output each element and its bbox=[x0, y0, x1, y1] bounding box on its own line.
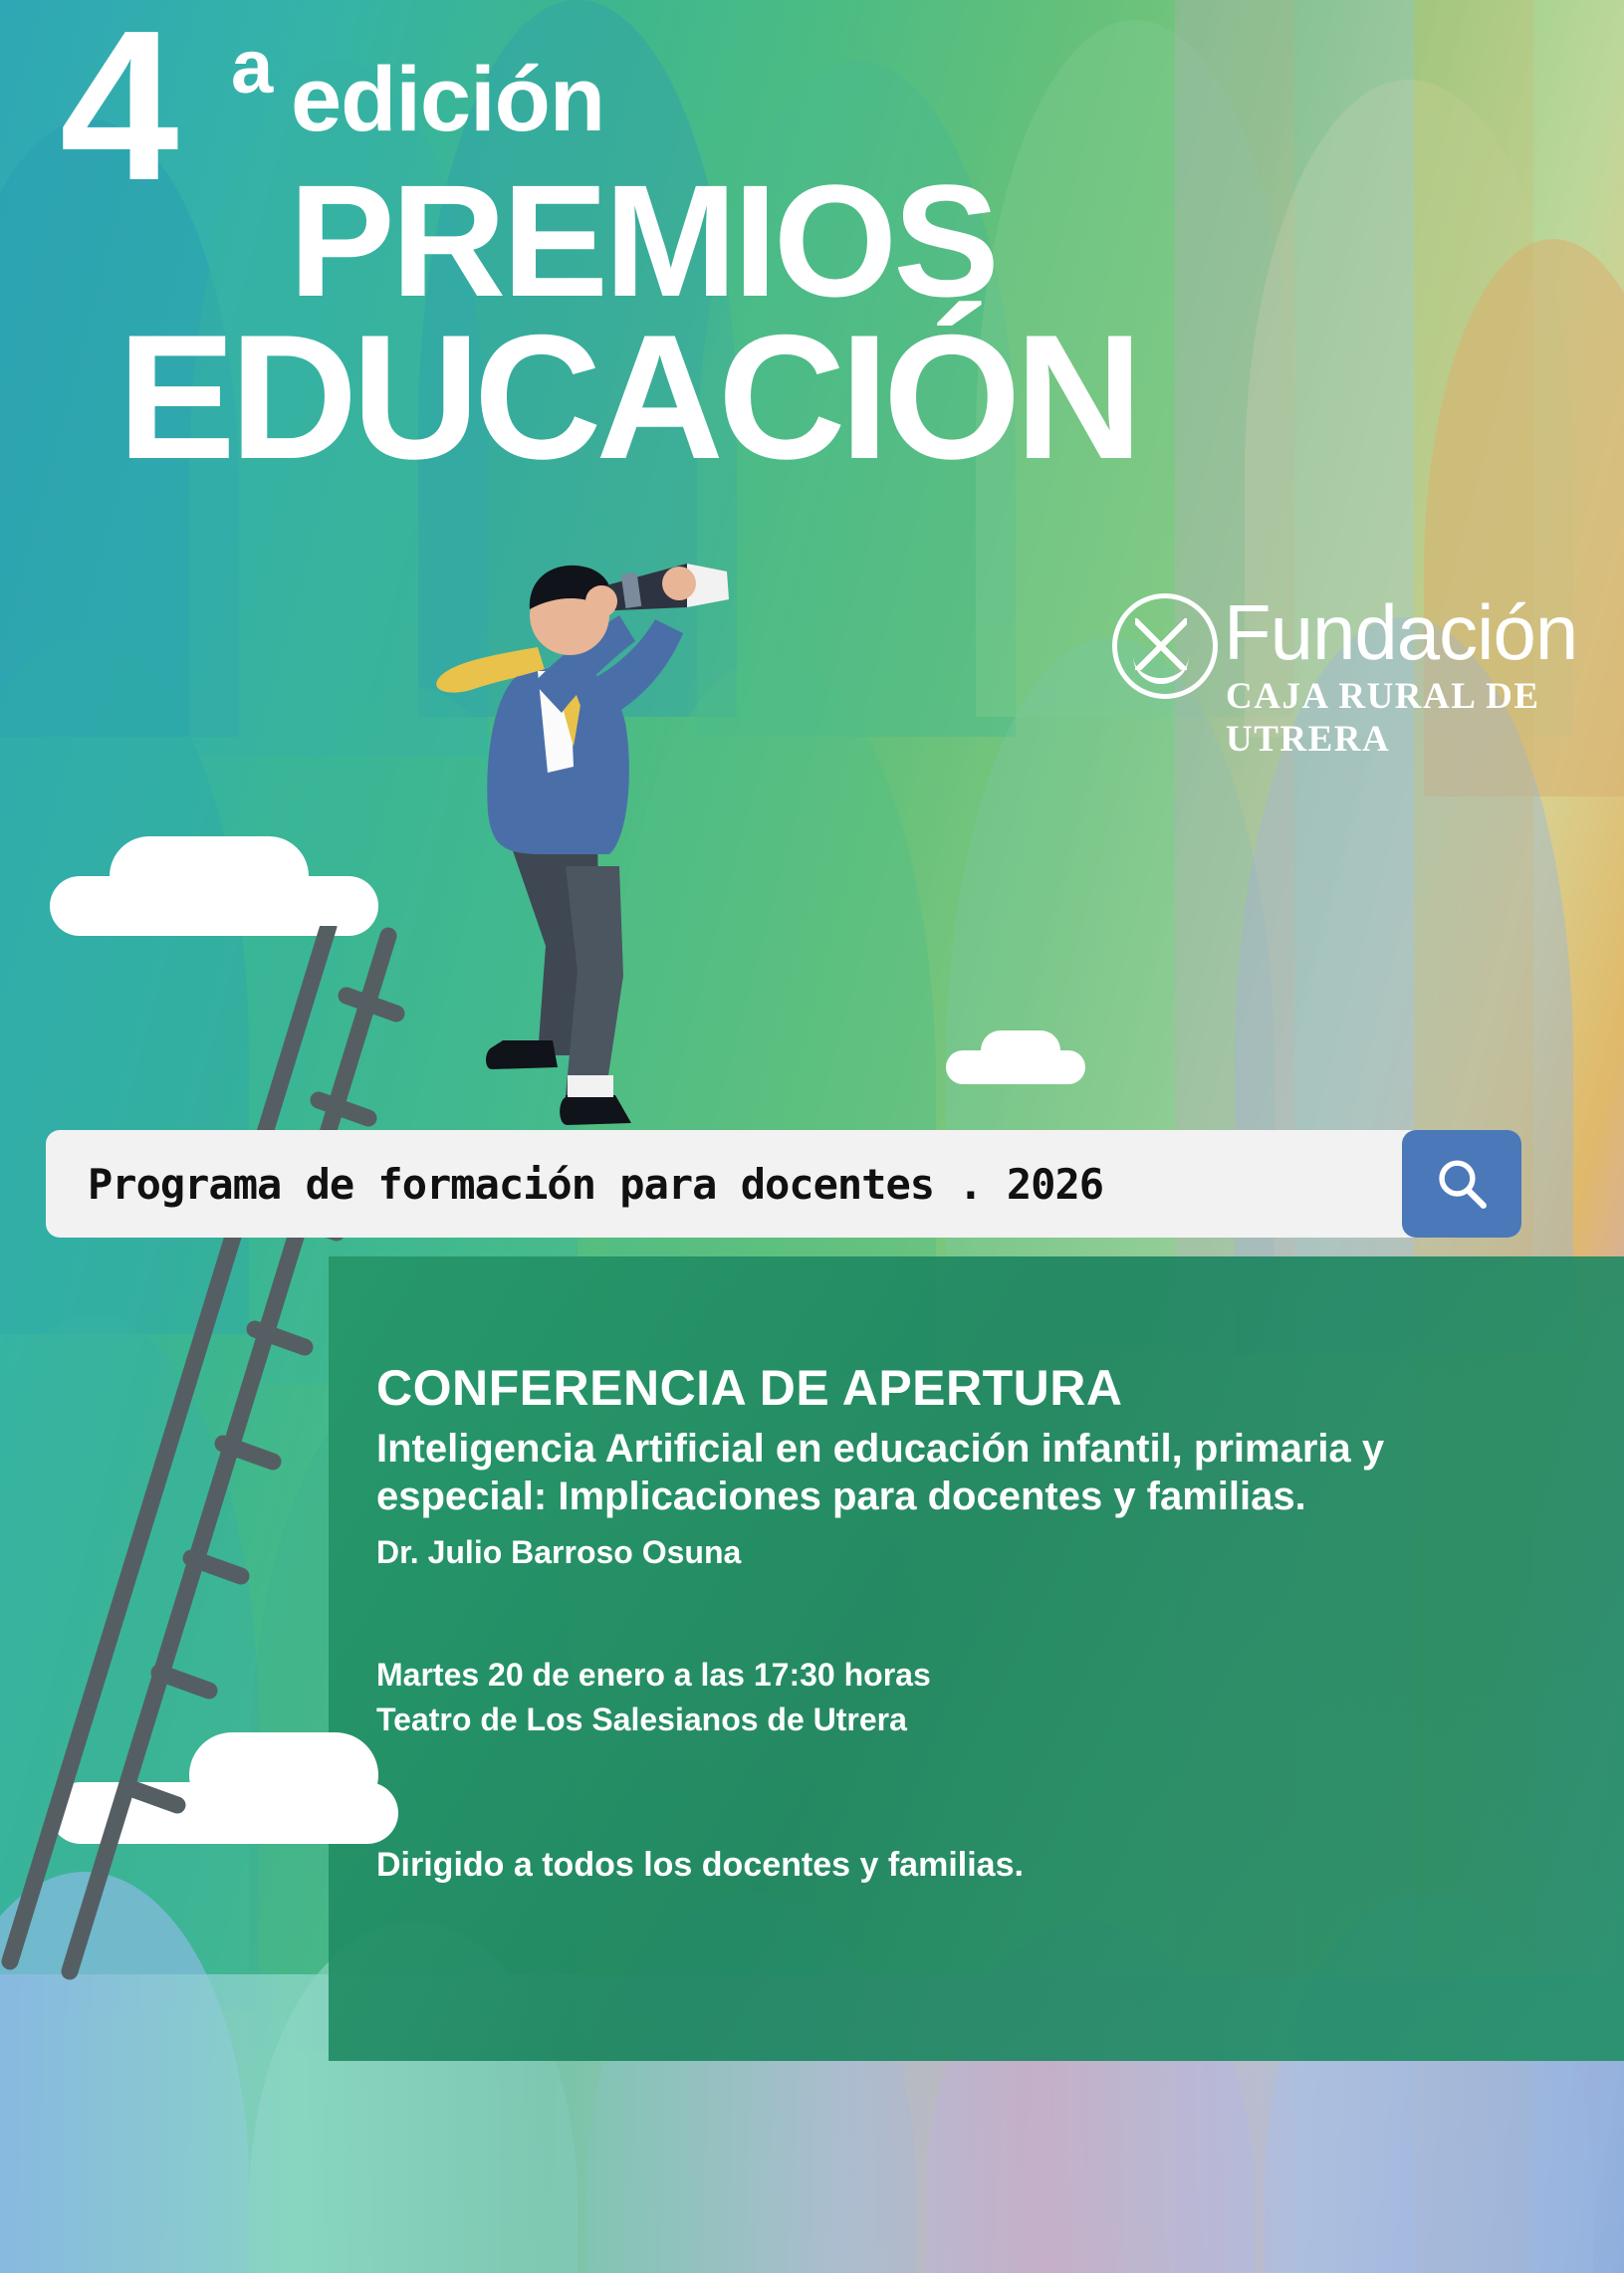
logo-subtitle: CAJA RURAL DE UTRERA bbox=[1226, 676, 1540, 760]
search-bar[interactable] bbox=[46, 1130, 1521, 1238]
search-icon bbox=[1433, 1155, 1491, 1213]
event-datetime: Martes 20 de enero a las 17:30 horas bbox=[376, 1657, 931, 1693]
cloud-icon bbox=[110, 836, 309, 916]
person-with-telescope-illustration bbox=[388, 538, 747, 1155]
search-button[interactable] bbox=[1402, 1130, 1521, 1238]
title-educacion: EDUCACIÓN bbox=[117, 298, 1137, 496]
foundation-logo bbox=[869, 587, 1578, 760]
title-premios: PREMIOS bbox=[289, 151, 996, 330]
search-input[interactable]: Programa de formación para docentes . 2026 bbox=[88, 1159, 1104, 1209]
cloud-icon bbox=[981, 1030, 1060, 1070]
edition-number: 4 bbox=[60, 0, 171, 225]
fundacion-logo-icon bbox=[1112, 593, 1218, 699]
logo-name: Fundación bbox=[1224, 588, 1578, 676]
event-speaker: Dr. Julio Barroso Osuna bbox=[376, 1534, 742, 1570]
event-audience: Dirigido a todos los docentes y familias. bbox=[376, 1846, 1024, 1884]
edition-ordinal-suffix: a bbox=[231, 25, 274, 110]
event-venue: Teatro de Los Salesianos de Utrera bbox=[376, 1702, 907, 1737]
event-heading: CONFERENCIA DE APERTURA bbox=[376, 1360, 1123, 1416]
ladder-illustration bbox=[0, 926, 418, 1981]
edition-word: edición bbox=[291, 49, 605, 150]
headline bbox=[60, 0, 1613, 496]
event-subtitle: Inteligencia Artificial en educación infantil, primaria y especial: Implicaciones para docentes y familias. bbox=[376, 1427, 1385, 1518]
event-info bbox=[376, 1359, 1561, 1885]
